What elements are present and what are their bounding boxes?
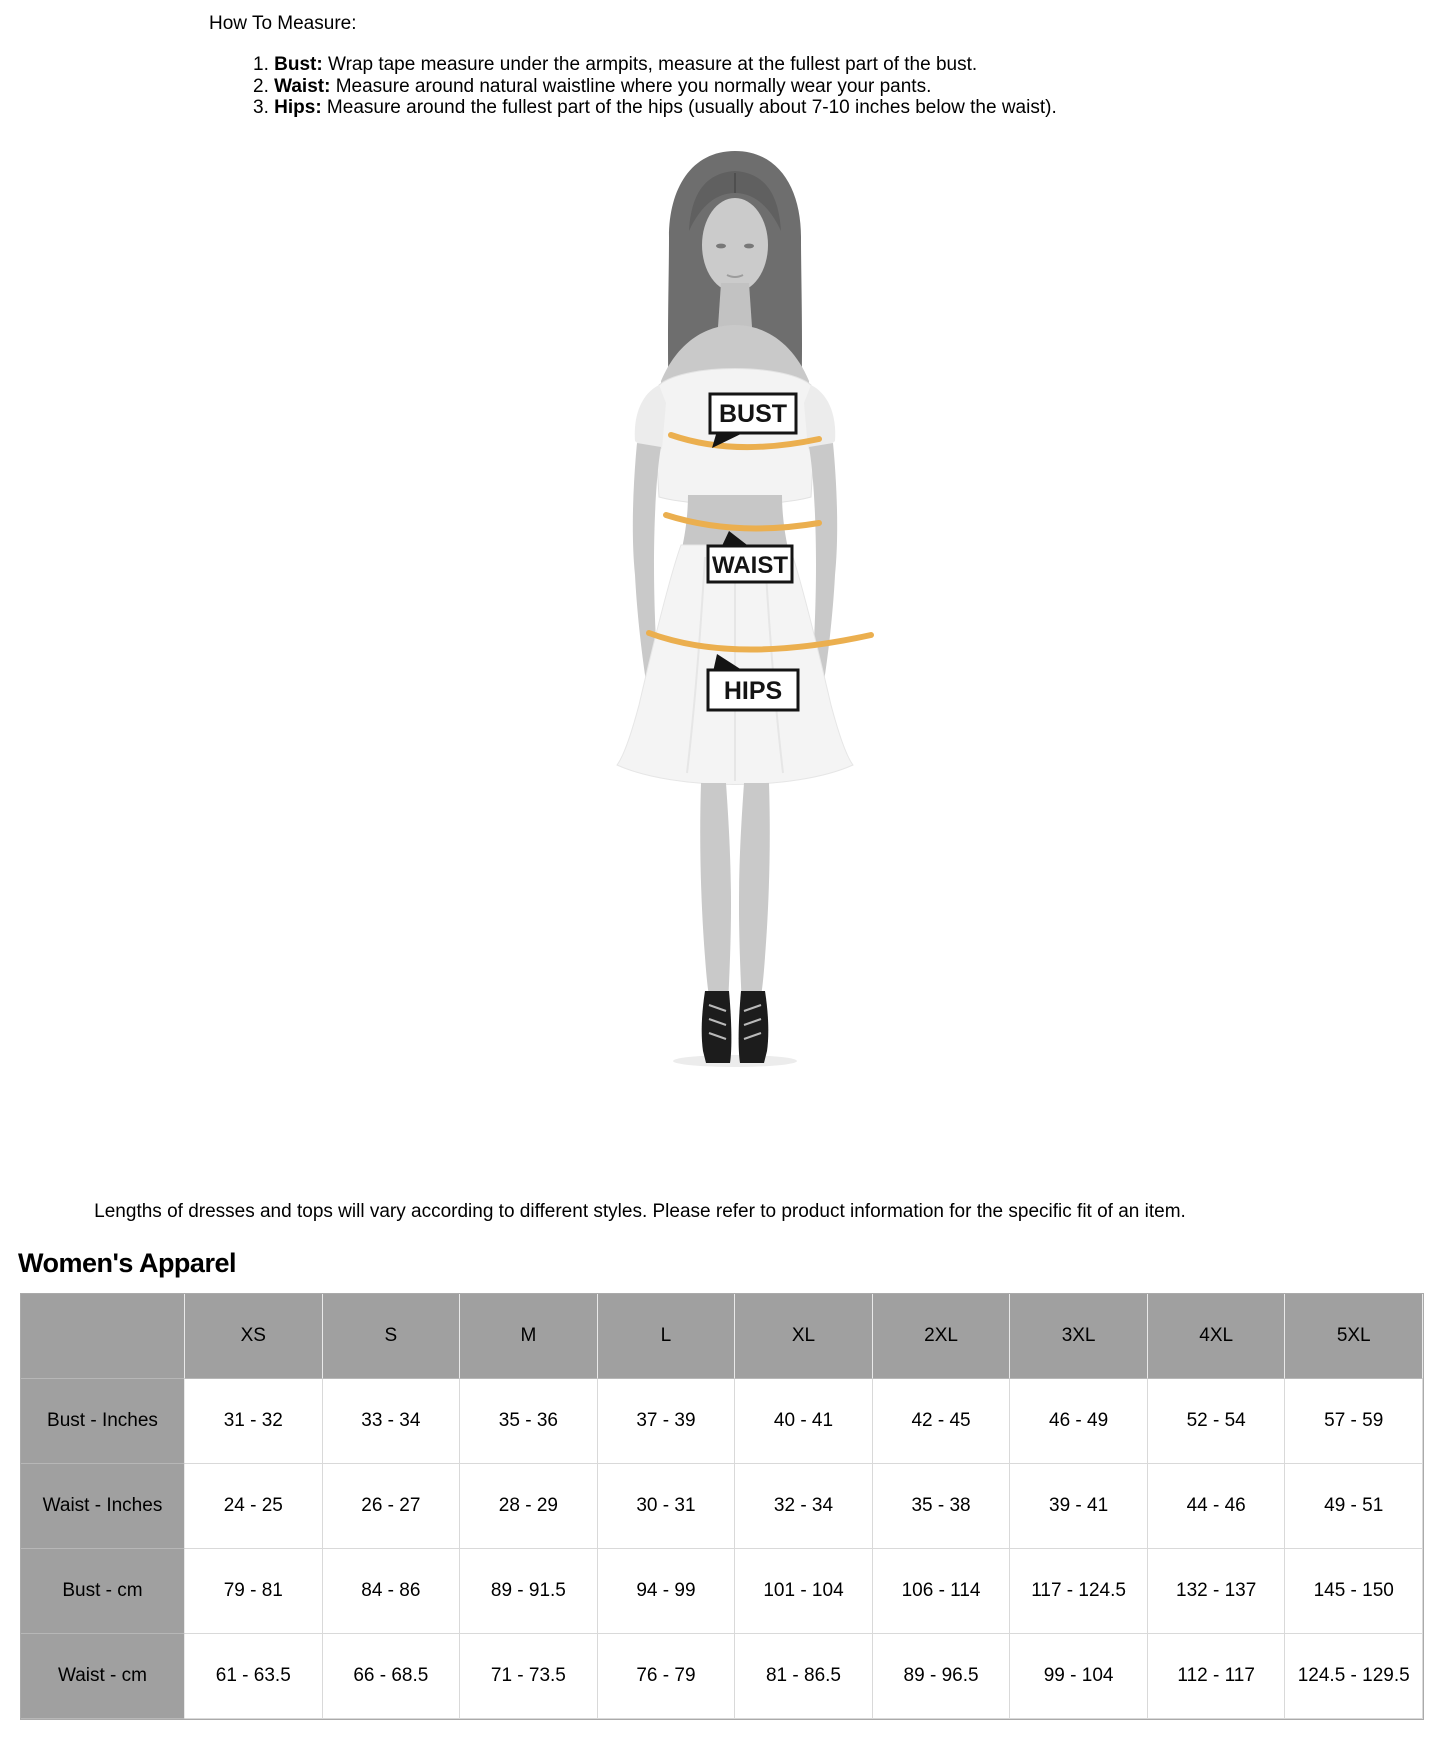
size-value-cell: 26 - 27 bbox=[323, 1464, 461, 1549]
size-value-cell: 89 - 91.5 bbox=[460, 1549, 598, 1634]
size-value-cell: 89 - 96.5 bbox=[873, 1634, 1011, 1719]
size-value-cell: 101 - 104 bbox=[735, 1549, 873, 1634]
instruction-text: Measure around natural waistline where you normally wear your pants. bbox=[335, 75, 932, 97]
instruction-label: Waist: bbox=[274, 75, 331, 97]
size-col-header: 3XL bbox=[1010, 1294, 1148, 1379]
model-right-eye bbox=[744, 244, 754, 249]
size-value-cell: 28 - 29 bbox=[460, 1464, 598, 1549]
size-value-cell: 35 - 38 bbox=[873, 1464, 1011, 1549]
size-value-cell: 132 - 137 bbox=[1148, 1549, 1286, 1634]
instruction-number: 3. bbox=[253, 97, 269, 118]
size-value-cell: 145 - 150 bbox=[1285, 1549, 1423, 1634]
hips-label-text: HIPS bbox=[723, 677, 783, 705]
instruction-text: Measure around the fullest part of the hips (usually about 7-10 inches below the waist). bbox=[326, 97, 1057, 118]
instruction-number: 1. bbox=[253, 54, 269, 75]
size-value-cell: 40 - 41 bbox=[735, 1379, 873, 1464]
size-value-cell: 32 - 34 bbox=[735, 1464, 873, 1549]
size-value-cell: 33 - 34 bbox=[323, 1379, 461, 1464]
size-col-header: M bbox=[460, 1294, 598, 1379]
size-value-cell: 49 - 51 bbox=[1285, 1464, 1423, 1549]
size-chart-table bbox=[20, 1293, 1424, 1720]
size-value-cell: 37 - 39 bbox=[598, 1379, 736, 1464]
instruction-label: Bust: bbox=[274, 54, 323, 75]
size-chart-corner-cell bbox=[21, 1294, 185, 1379]
model-left-leg bbox=[700, 783, 731, 1005]
size-value-cell: 42 - 45 bbox=[873, 1379, 1011, 1464]
waist-label-text: WAIST bbox=[712, 552, 788, 579]
size-col-header: L bbox=[598, 1294, 736, 1379]
size-value-cell: 106 - 114 bbox=[873, 1549, 1011, 1634]
size-col-header: 5XL bbox=[1285, 1294, 1423, 1379]
size-value-cell: 71 - 73.5 bbox=[460, 1634, 598, 1719]
size-value-cell: 79 - 81 bbox=[185, 1549, 323, 1634]
row-label-cell: Bust - Inches bbox=[21, 1379, 185, 1464]
model-photo bbox=[555, 145, 915, 1070]
model-left-eye bbox=[716, 244, 726, 249]
size-col-header: 4XL bbox=[1148, 1294, 1286, 1379]
measure-instructions-list bbox=[253, 54, 1057, 119]
size-value-cell: 44 - 46 bbox=[1148, 1464, 1286, 1549]
size-value-cell: 99 - 104 bbox=[1010, 1634, 1148, 1719]
size-value-cell: 35 - 36 bbox=[460, 1379, 598, 1464]
instruction-label: Hips: bbox=[274, 97, 322, 118]
size-value-cell: 52 - 54 bbox=[1148, 1379, 1286, 1464]
measurement-model-figure bbox=[555, 145, 915, 1070]
row-label-cell: Waist - cm bbox=[21, 1634, 185, 1719]
size-value-cell: 39 - 41 bbox=[1010, 1464, 1148, 1549]
size-value-cell: 24 - 25 bbox=[185, 1464, 323, 1549]
bust-label-text: BUST bbox=[718, 400, 788, 428]
model-neck bbox=[718, 283, 752, 327]
model-right-leg bbox=[739, 783, 770, 1005]
size-col-header: S bbox=[323, 1294, 461, 1379]
fit-note: Lengths of dresses and tops will vary according to different styles. Please refer to product information for the specific fit of an item. bbox=[94, 1201, 1186, 1222]
how-to-measure-title: How To Measure: bbox=[209, 13, 357, 34]
size-chart-title: Women's Apparel bbox=[18, 1248, 236, 1278]
size-value-cell: 57 - 59 bbox=[1285, 1379, 1423, 1464]
instruction-item bbox=[253, 76, 1057, 98]
size-value-cell: 46 - 49 bbox=[1010, 1379, 1148, 1464]
instruction-item bbox=[253, 97, 1057, 119]
size-value-cell: 124.5 - 129.5 bbox=[1285, 1634, 1423, 1719]
size-value-cell: 30 - 31 bbox=[598, 1464, 736, 1549]
size-value-cell: 76 - 79 bbox=[598, 1634, 736, 1719]
size-value-cell: 112 - 117 bbox=[1148, 1634, 1286, 1719]
size-col-header: XS bbox=[185, 1294, 323, 1379]
size-value-cell: 31 - 32 bbox=[185, 1379, 323, 1464]
row-label-cell: Waist - Inches bbox=[21, 1464, 185, 1549]
size-value-cell: 117 - 124.5 bbox=[1010, 1549, 1148, 1634]
size-value-cell: 84 - 86 bbox=[323, 1549, 461, 1634]
size-col-header: XL bbox=[735, 1294, 873, 1379]
instruction-number: 2. bbox=[253, 75, 269, 97]
size-value-cell: 61 - 63.5 bbox=[185, 1634, 323, 1719]
size-col-header: 2XL bbox=[873, 1294, 1011, 1379]
instruction-text: Wrap tape measure under the armpits, measure at the fullest part of the bust. bbox=[327, 54, 978, 75]
size-value-cell: 66 - 68.5 bbox=[323, 1634, 461, 1719]
model-left-sleeve bbox=[635, 385, 666, 449]
size-value-cell: 94 - 99 bbox=[598, 1549, 736, 1634]
size-value-cell: 81 - 86.5 bbox=[735, 1634, 873, 1719]
model-left-shoe bbox=[702, 991, 732, 1063]
row-label-cell: Bust - cm bbox=[21, 1549, 185, 1634]
model-right-shoe bbox=[739, 991, 769, 1063]
floor-shadow bbox=[673, 1055, 797, 1067]
instruction-item bbox=[253, 54, 1057, 76]
